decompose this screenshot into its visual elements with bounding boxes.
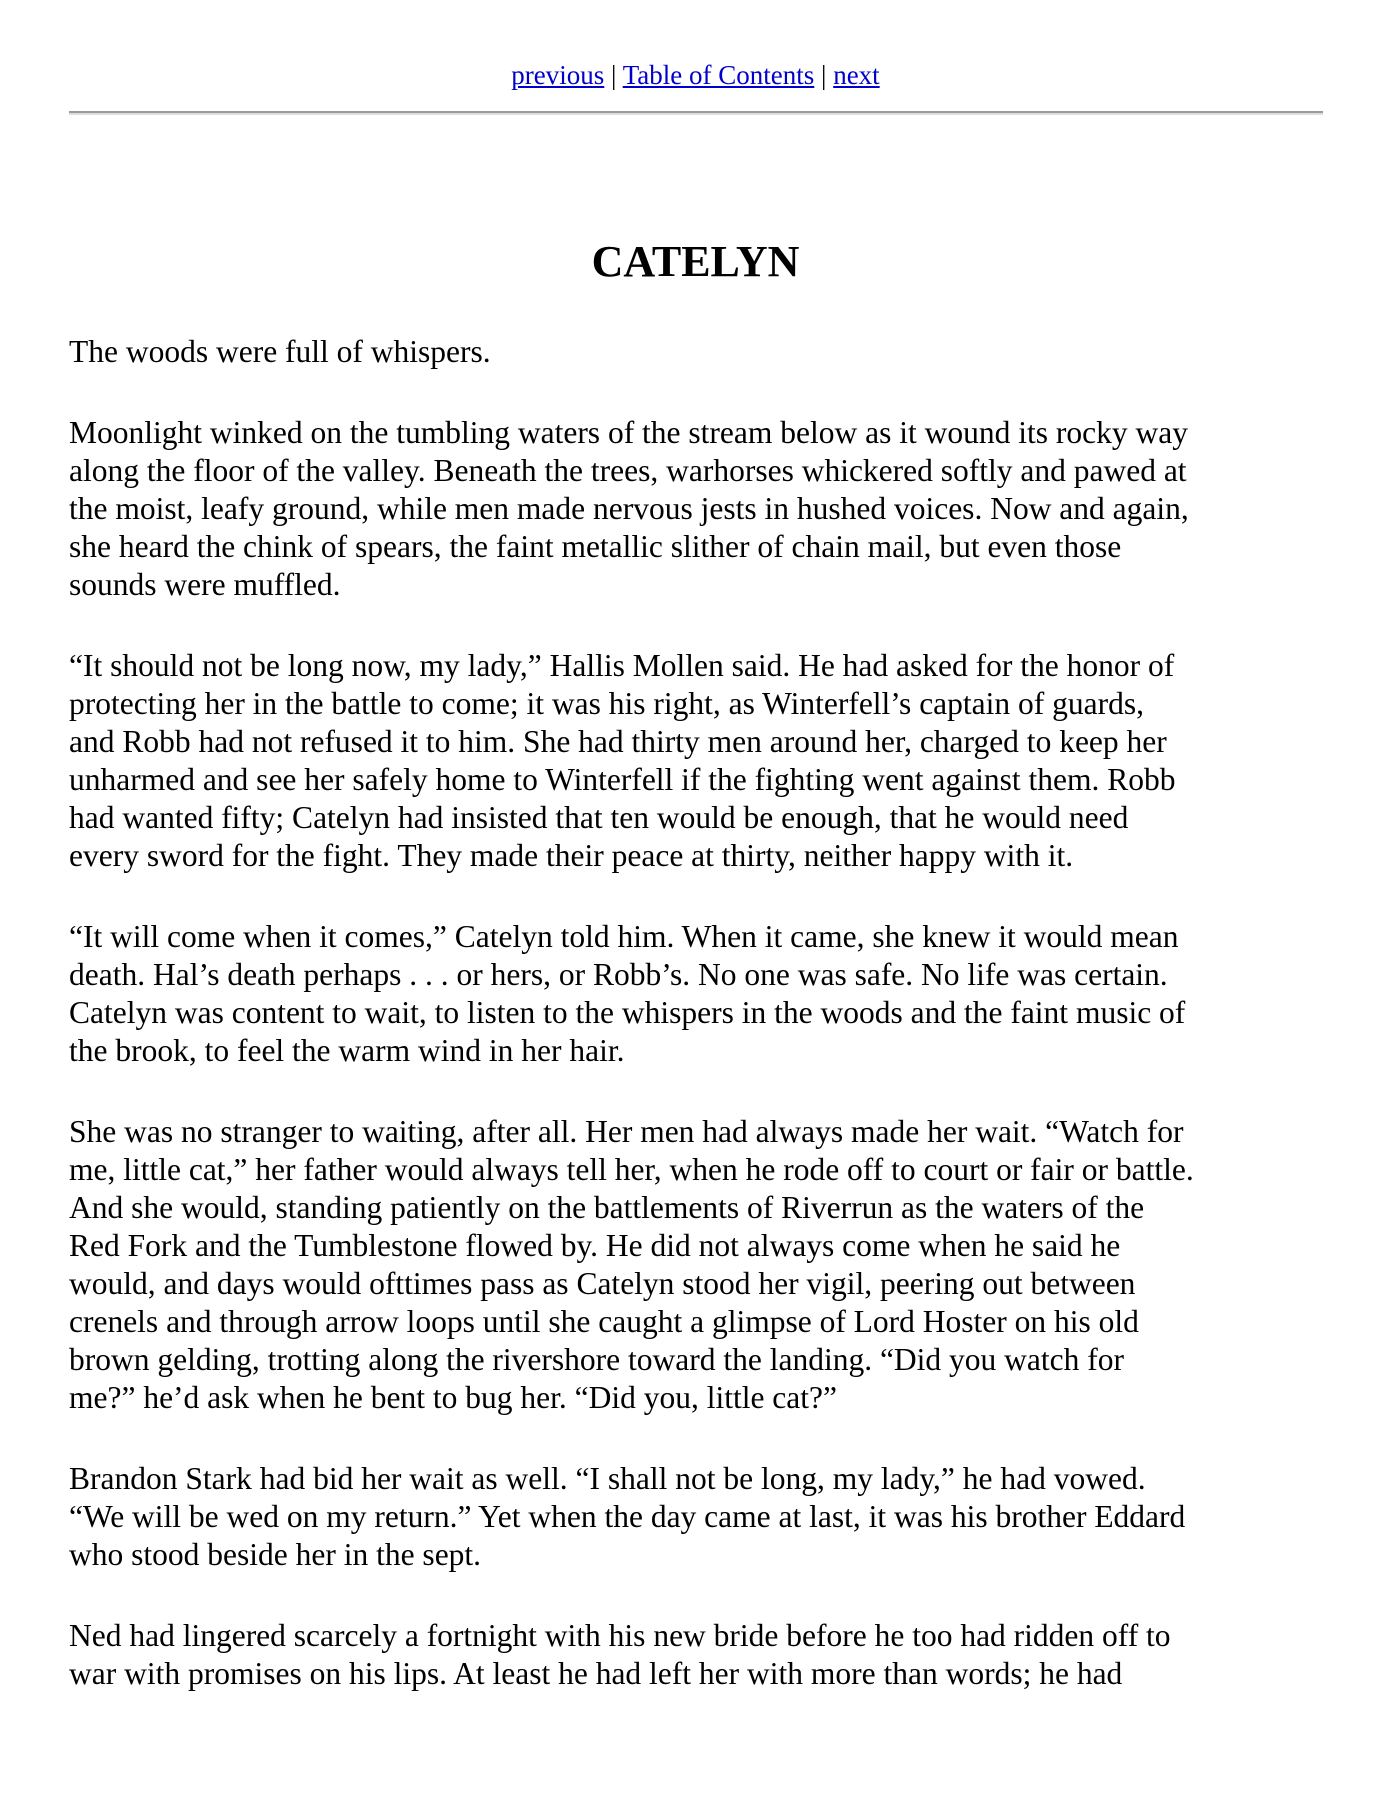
text-line: every sword for the fight. They made their peace at thirty, neither happy with it.	[69, 838, 1074, 873]
text-line: “It will come when it comes,” Catelyn told him. When it came, she knew it would mean	[69, 919, 1179, 954]
text-line: “We will be wed on my return.” Yet when the day came at last, it was his brother Eddard	[69, 1499, 1186, 1534]
text-line: The woods were full of whispers.	[69, 334, 491, 369]
text-line: Moonlight winked on the tumbling waters of the stream below as it wound its rocky way	[69, 415, 1188, 450]
text-line: protecting her in the battle to come; it was his right, as Winterfell’s captain of guards,	[69, 686, 1144, 721]
text-line: along the floor of the valley. Beneath the trees, warhorses whickered softly and pawed at	[69, 453, 1187, 488]
text-line: She was no stranger to waiting, after all. Her men had always made her wait. “Watch for	[69, 1114, 1184, 1149]
text-line: And she would, standing patiently on the battlements of Riverrun as the waters of the	[69, 1190, 1145, 1225]
text-line: sounds were muffled.	[69, 567, 341, 602]
previous-link[interactable]: previous	[511, 60, 605, 90]
text-line: had wanted fifty; Catelyn had insisted that ten would be enough, that he would need	[69, 800, 1129, 835]
paragraph	[69, 333, 1329, 371]
paragraph	[69, 414, 1329, 604]
text-line: she heard the chink of spears, the faint metallic slither of chain mail, but even those	[69, 529, 1122, 564]
nav-separator: |	[611, 60, 617, 90]
next-link[interactable]: next	[833, 60, 880, 90]
chapter-title: CATELYN	[591, 237, 800, 286]
text-line: crenels and through arrow loops until she caught a glimpse of Lord Hoster on his old	[69, 1304, 1139, 1339]
text-line: the brook, to feel the warm wind in her hair.	[69, 1033, 625, 1068]
nav-separator: |	[821, 60, 827, 90]
text-line: the moist, leafy ground, while men made nervous jests in hushed voices. Now and again,	[69, 491, 1189, 526]
text-line: me, little cat,” her father would always tell her, when he rode off to court or fair or battle.	[69, 1152, 1194, 1187]
text-line: who stood beside her in the sept.	[69, 1537, 482, 1572]
horizontal-divider	[69, 111, 1323, 115]
text-line: war with promises on his lips. At least he had left her with more than words; he had	[69, 1656, 1123, 1691]
text-line: me?” he’d ask when he bent to bug her. “Did you, little cat?”	[69, 1380, 837, 1415]
text-line: would, and days would ofttimes pass as Catelyn stood her vigil, peering out between	[69, 1266, 1136, 1301]
paragraph	[69, 1617, 1329, 1693]
table-of-contents-link[interactable]: Table of Contents	[622, 60, 815, 90]
paragraph	[69, 918, 1329, 1070]
text-line: Brandon Stark had bid her wait as well. “I shall not be long, my lady,” he had vowed.	[69, 1461, 1146, 1496]
chapter-navigation	[0, 57, 1391, 93]
paragraph	[69, 647, 1329, 875]
text-line: “It should not be long now, my lady,” Hallis Mollen said. He had asked for the honor of	[69, 648, 1175, 683]
paragraph	[69, 1460, 1329, 1574]
text-line: Ned had lingered scarcely a fortnight with his new bride before he too had ridden off to	[69, 1618, 1171, 1653]
paragraph	[69, 1113, 1329, 1417]
chapter-text	[69, 333, 1329, 1736]
text-line: brown gelding, trotting along the rivershore toward the landing. “Did you watch for	[69, 1342, 1124, 1377]
text-line: Catelyn was content to wait, to listen to the whispers in the woods and the faint music of	[69, 995, 1186, 1030]
text-line: Red Fork and the Tumblestone flowed by. He did not always come when he said he	[69, 1228, 1121, 1263]
text-line: death. Hal’s death perhaps . . . or hers, or Robb’s. No one was safe. No life was certain.	[69, 957, 1168, 992]
text-line: unharmed and see her safely home to Winterfell if the fighting went against them. Robb	[69, 762, 1176, 797]
text-line: and Robb had not refused it to him. She had thirty men around her, charged to keep her	[69, 724, 1167, 759]
